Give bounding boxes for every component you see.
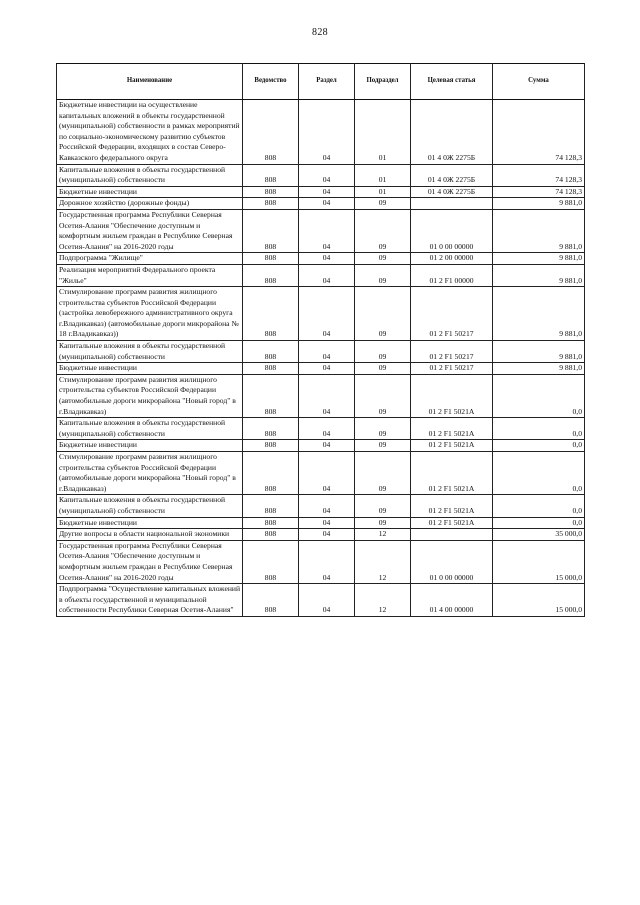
row-podr: 09 <box>355 264 411 286</box>
row-name: Стимулирование программ развития жилищного строительства субъектов Российской Федерации (застройка левобережного административного округа г.Владикавказ) (автомобильные дороги микрорайона № 18 г.Владикавказ)) <box>57 287 243 341</box>
row-name: Стимулирование программ развития жилищного строительства субъектов Российской Федерации (автомобильные дороги микрорайона "Новый город" в г.Владикавказ) <box>57 452 243 495</box>
row-sum: 9 881,0 <box>493 209 585 252</box>
row-sum: 0,0 <box>493 452 585 495</box>
row-ved: 808 <box>243 495 299 517</box>
row-sum: 9 881,0 <box>493 264 585 286</box>
table-row <box>57 186 585 198</box>
header-name: Наименование <box>57 64 243 100</box>
row-podr: 09 <box>355 287 411 341</box>
row-cel: 01 2 F1 5021А <box>411 495 493 517</box>
row-sum: 9 881,0 <box>493 341 585 363</box>
row-razd: 04 <box>299 264 355 286</box>
row-podr: 09 <box>355 495 411 517</box>
row-podr: 09 <box>355 253 411 265</box>
row-ved: 808 <box>243 529 299 541</box>
row-ved: 808 <box>243 517 299 529</box>
row-name: Подпрограмма "Осуществление капитальных вложений в объекты государственной и муниципальной собственности Республики Северная Осетия-Алания" <box>57 584 243 617</box>
row-cel: 01 2 F1 5021А <box>411 374 493 417</box>
row-ved: 808 <box>243 253 299 265</box>
row-name: Стимулирование программ развития жилищного строительства субъектов Российской Федерации (автомобильные дороги микрорайона "Новый город" в г.Владикавказ) <box>57 374 243 417</box>
row-cel: 01 2 F1 00000 <box>411 264 493 286</box>
row-ved: 808 <box>243 287 299 341</box>
row-podr: 09 <box>355 363 411 375</box>
row-sum: 9 881,0 <box>493 287 585 341</box>
row-ved: 808 <box>243 440 299 452</box>
table-row <box>57 529 585 541</box>
row-razd: 04 <box>299 418 355 440</box>
row-ved: 808 <box>243 264 299 286</box>
table-row <box>57 164 585 186</box>
row-name: Дорожное хозяйство (дорожные фонды) <box>57 198 243 210</box>
row-podr: 01 <box>355 164 411 186</box>
row-name: Капитальные вложения в объекты государственной (муниципальной) собственности <box>57 341 243 363</box>
row-podr: 09 <box>355 341 411 363</box>
table-row <box>57 517 585 529</box>
row-name: Бюджетные инвестиции <box>57 517 243 529</box>
row-cel: 01 2 F1 5021А <box>411 517 493 529</box>
header-podr: Подраздел <box>355 64 411 100</box>
row-cel: 01 2 F1 5021А <box>411 452 493 495</box>
row-podr: 01 <box>355 100 411 165</box>
row-name: Бюджетные инвестиции <box>57 440 243 452</box>
row-sum: 74 128,3 <box>493 100 585 165</box>
budget-table <box>56 63 585 617</box>
table-row <box>57 440 585 452</box>
row-cel: 01 2 F1 5021А <box>411 418 493 440</box>
row-sum: 9 881,0 <box>493 198 585 210</box>
header-razd: Раздел <box>299 64 355 100</box>
header-sum: Сумма <box>493 64 585 100</box>
table-row <box>57 374 585 417</box>
row-razd: 04 <box>299 253 355 265</box>
row-name: Другие вопросы в области национальной экономики <box>57 529 243 541</box>
row-ved: 808 <box>243 209 299 252</box>
row-name: Капитальные вложения в объекты государственной (муниципальной) собственности <box>57 418 243 440</box>
row-podr: 09 <box>355 452 411 495</box>
row-cel: 01 2 F1 50217 <box>411 287 493 341</box>
row-name: Государственная программа Республики Северная Осетия-Алания "Обеспечение доступным и комфортным жильем граждан в Республике Северная Осетия-Алания" на 2016-2020 годы <box>57 209 243 252</box>
row-cel: 01 2 F1 50217 <box>411 341 493 363</box>
page-number: 828 <box>312 27 328 38</box>
row-ved: 808 <box>243 540 299 583</box>
row-razd: 04 <box>299 164 355 186</box>
row-podr: 09 <box>355 374 411 417</box>
row-name: Капитальные вложения в объекты государственной (муниципальной) собственности <box>57 495 243 517</box>
table-row <box>57 209 585 252</box>
table-row <box>57 287 585 341</box>
row-ved: 808 <box>243 100 299 165</box>
row-podr: 09 <box>355 209 411 252</box>
row-name: Подпрограмма "Жилище" <box>57 253 243 265</box>
row-podr: 12 <box>355 584 411 617</box>
row-sum: 0,0 <box>493 495 585 517</box>
row-cel: 01 2 00 00000 <box>411 253 493 265</box>
row-podr: 09 <box>355 418 411 440</box>
row-podr: 12 <box>355 540 411 583</box>
row-cel: 01 4 0Ж 2275Б <box>411 100 493 165</box>
row-ved: 808 <box>243 186 299 198</box>
row-sum: 0,0 <box>493 440 585 452</box>
table-row <box>57 363 585 375</box>
row-podr: 09 <box>355 440 411 452</box>
header-cel: Целевая статья <box>411 64 493 100</box>
row-razd: 04 <box>299 100 355 165</box>
table-body <box>57 100 585 617</box>
row-name: Бюджетные инвестиции <box>57 363 243 375</box>
row-name: Государственная программа Республики Северная Осетия-Алания "Обеспечение доступным и комфортным жильем граждан в Республике Северная Осетия-Алания" на 2016-2020 годы <box>57 540 243 583</box>
row-sum: 35 000,0 <box>493 529 585 541</box>
row-cel: 01 0 00 00000 <box>411 540 493 583</box>
row-ved: 808 <box>243 452 299 495</box>
row-razd: 04 <box>299 363 355 375</box>
row-sum: 74 128,3 <box>493 186 585 198</box>
table-row <box>57 253 585 265</box>
table-header-row <box>57 64 585 100</box>
row-cel: 01 4 0Ж 2275Б <box>411 164 493 186</box>
row-sum: 9 881,0 <box>493 253 585 265</box>
row-cel <box>411 529 493 541</box>
table-row <box>57 264 585 286</box>
row-ved: 808 <box>243 198 299 210</box>
row-sum: 74 128,3 <box>493 164 585 186</box>
row-podr: 01 <box>355 186 411 198</box>
table-row <box>57 584 585 617</box>
row-sum: 0,0 <box>493 517 585 529</box>
row-ved: 808 <box>243 374 299 417</box>
row-cel: 01 4 00 00000 <box>411 584 493 617</box>
row-cel <box>411 198 493 210</box>
row-ved: 808 <box>243 164 299 186</box>
table-row <box>57 540 585 583</box>
row-razd: 04 <box>299 529 355 541</box>
row-sum: 9 881,0 <box>493 363 585 375</box>
row-name: Реализация мероприятий Федерального проекта "Жилье" <box>57 264 243 286</box>
row-razd: 04 <box>299 584 355 617</box>
table-row <box>57 452 585 495</box>
row-razd: 04 <box>299 341 355 363</box>
row-razd: 04 <box>299 186 355 198</box>
row-ved: 808 <box>243 418 299 440</box>
table-row <box>57 418 585 440</box>
row-razd: 04 <box>299 198 355 210</box>
row-razd: 04 <box>299 452 355 495</box>
row-name: Бюджетные инвестиции <box>57 186 243 198</box>
table-row <box>57 198 585 210</box>
row-cel: 01 2 F1 50217 <box>411 363 493 375</box>
row-cel: 01 2 F1 5021А <box>411 440 493 452</box>
row-podr: 12 <box>355 529 411 541</box>
row-ved: 808 <box>243 341 299 363</box>
row-sum: 0,0 <box>493 418 585 440</box>
row-podr: 09 <box>355 517 411 529</box>
row-ved: 808 <box>243 584 299 617</box>
row-sum: 0,0 <box>493 374 585 417</box>
row-ved: 808 <box>243 363 299 375</box>
row-podr: 09 <box>355 198 411 210</box>
row-razd: 04 <box>299 374 355 417</box>
row-razd: 04 <box>299 495 355 517</box>
row-razd: 04 <box>299 287 355 341</box>
row-sum: 15 000,0 <box>493 540 585 583</box>
row-sum: 15 000,0 <box>493 584 585 617</box>
header-ved: Ведомство <box>243 64 299 100</box>
row-razd: 04 <box>299 540 355 583</box>
row-name: Капитальные вложения в объекты государственной (муниципальной) собственности <box>57 164 243 186</box>
row-cel: 01 0 00 00000 <box>411 209 493 252</box>
row-razd: 04 <box>299 517 355 529</box>
row-cel: 01 4 0Ж 2275Б <box>411 186 493 198</box>
row-razd: 04 <box>299 209 355 252</box>
table-row <box>57 341 585 363</box>
table-row <box>57 495 585 517</box>
row-razd: 04 <box>299 440 355 452</box>
row-name: Бюджетные инвестиции на осуществление капитальных вложений в объекты государственной (муниципальной) собственности в рамках мероприятий по социально-экономическому развитию субъектов Российской Федерации, входящих в состав Северо-Кавказского федерального округа <box>57 100 243 165</box>
table-row <box>57 100 585 165</box>
